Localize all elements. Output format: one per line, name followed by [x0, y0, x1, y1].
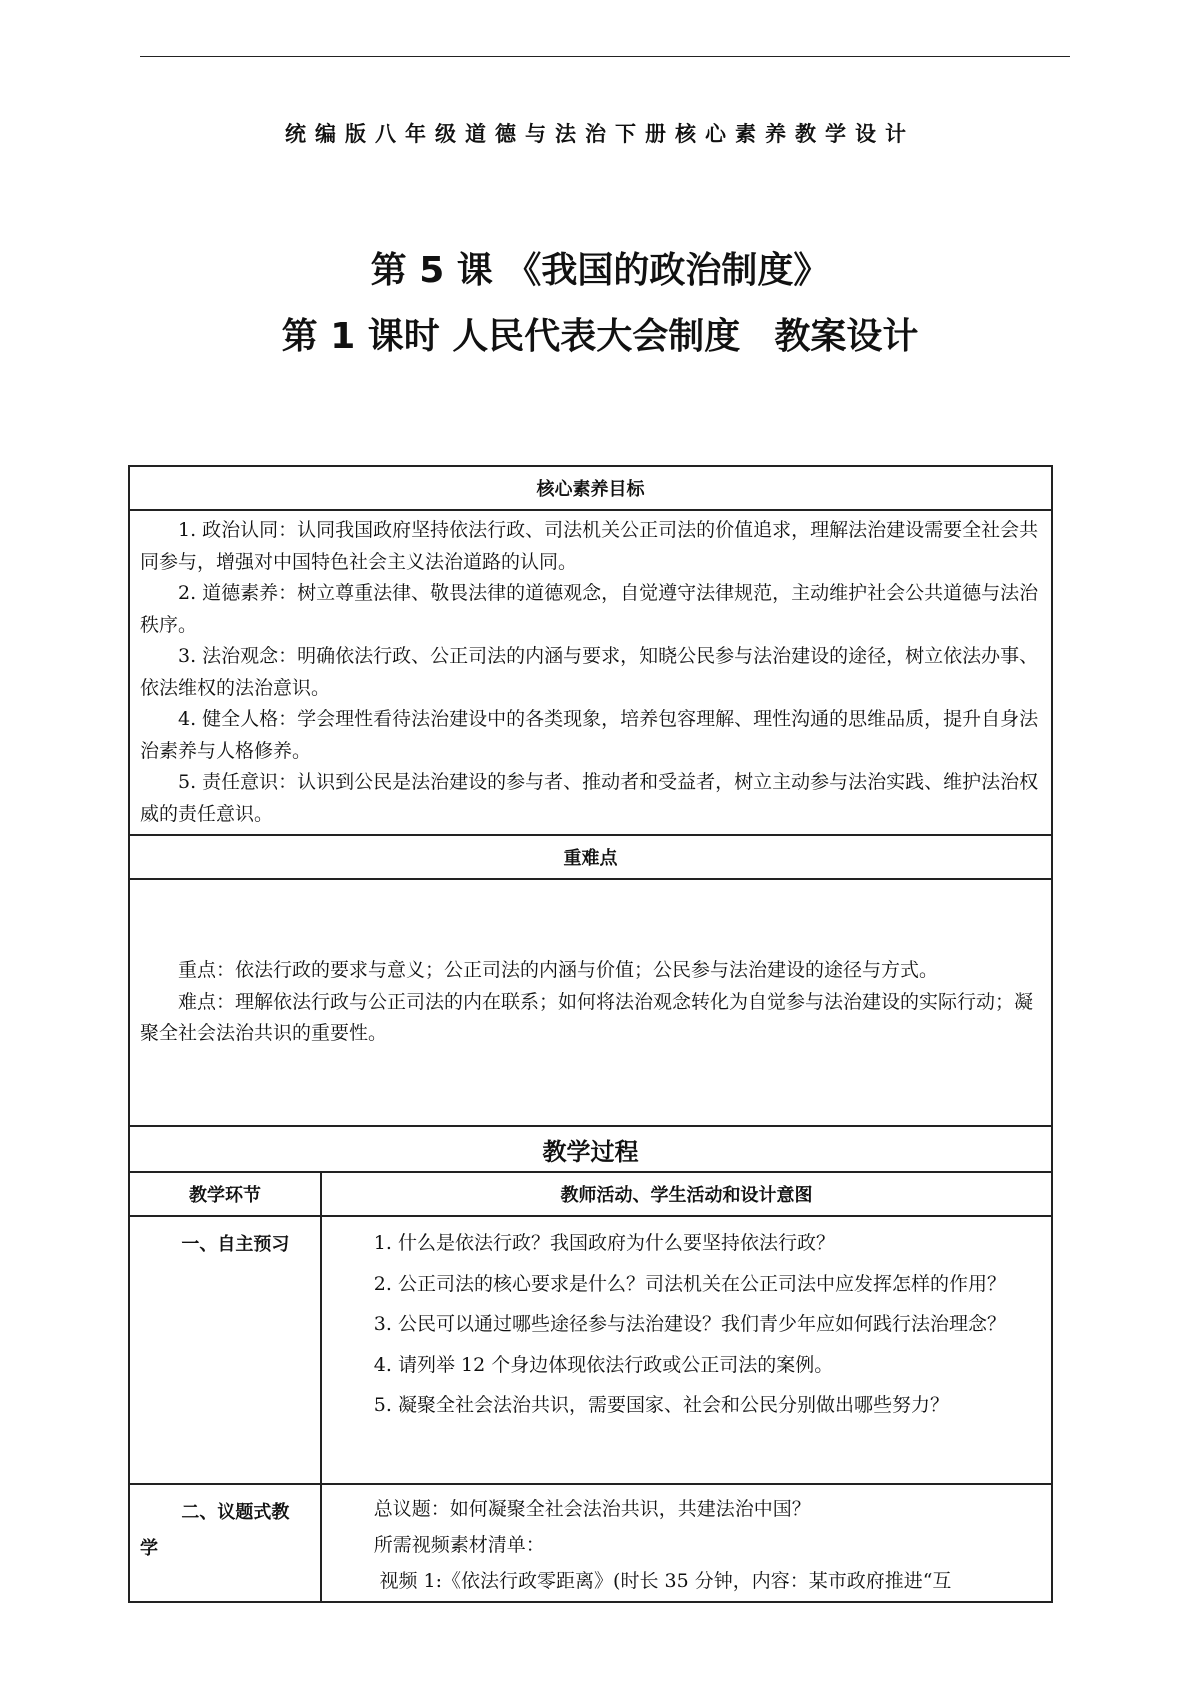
goals-body — [129, 510, 1052, 835]
difficulties-heading: 重难点 — [129, 835, 1052, 879]
difficult-points: 难点：理解依法行政与公正司法的内在联系；如何将法治观念转化为自觉参与法治建设的实际行动；凝聚全社会法治共识的重要性。 — [140, 990, 1034, 1045]
stage-label-text: 一、自主预习 — [181, 1234, 290, 1255]
stage-preview-content — [321, 1216, 1052, 1484]
header-rule — [140, 56, 1070, 57]
goal-item: 3. 法治观念：明确依法行政、公正司法的内涵与要求，知晓公民参与法治建设的途径，树立依法办事、依法维权的法治意识。 — [140, 645, 1039, 699]
video-list-heading: 所需视频素材清单： — [373, 1534, 545, 1556]
stage-issue-label — [129, 1484, 321, 1602]
stage-label-text: 二、议题式教 — [181, 1502, 290, 1523]
lesson-title: 第 5 课 《我国的政治制度》 — [370, 250, 830, 291]
preview-question: 5. 凝聚全社会法治共识，需要国家、社会和公民分别做出哪些努力？ — [373, 1394, 949, 1416]
series-title: 统编版八年级道德与法治下册核心素养教学设计 — [285, 122, 915, 146]
goals-heading: 核心素养目标 — [129, 466, 1052, 510]
difficulties-body — [129, 879, 1052, 1126]
subtitle-part-a: 第 1 课时 人民代表大会制度 — [281, 316, 741, 357]
preview-question: 2. 公正司法的核心要求是什么？司法机关在公正司法中应发挥怎样的作用？ — [373, 1272, 1006, 1295]
lesson-subtitle — [0, 308, 1200, 359]
goal-item: 4. 健全人格：学会理性看待法治建设中的各类现象，培养包容理解、理性沟通的思维品质，提升自身法治素养与人格修养。 — [140, 708, 1039, 762]
preview-question: 1. 什么是依法行政？我国政府为什么要坚持依法行政？ — [373, 1232, 835, 1254]
key-points: 重点：依法行政的要求与意义；公正司法的内涵与价值；公民参与法治建设的途径与方式。 — [178, 959, 939, 982]
stage-column-header: 教学环节 — [129, 1172, 321, 1216]
process-heading: 教学过程 — [129, 1126, 1052, 1172]
stage-label-text-cont: 学 — [140, 1538, 158, 1559]
issue-topic: 总议题：如何凝聚全社会法治共识，共建法治中国？ — [373, 1498, 811, 1520]
preview-question: 4. 请列举 12 个身边体现依法行政或公正司法的案例。 — [373, 1353, 834, 1376]
goal-item: 1. 政治认同：认同我国政府坚持依法行政、司法机关公正司法的价值追求，理解法治建设需要全社会共同参与，增强对中国特色社会主义法治道路的认同。 — [140, 519, 1039, 573]
video-item: 视频 1:《依法行政零距离》(时长 35 分钟，内容：某市政府推进“互 — [379, 1570, 952, 1592]
goal-item: 2. 道德素养：树立尊重法律、敬畏法律的道德观念，自觉遵守法律规范，主动维护社会公共道德与法治秩序。 — [140, 582, 1039, 636]
activity-column-header: 教师活动、学生活动和设计意图 — [321, 1172, 1052, 1216]
stage-issue-content — [321, 1484, 1052, 1602]
subtitle-part-b: 教案设计 — [774, 316, 919, 357]
goal-item: 5. 责任意识：认识到公民是法治建设的参与者、推动者和受益者，树立主动参与法治实践、维护法治权威的责任意识。 — [140, 771, 1039, 825]
stage-preview-label — [129, 1216, 321, 1484]
lesson-plan-table — [128, 465, 1053, 1603]
preview-question: 3. 公民可以通过哪些途径参与法治建设？我们青少年应如何践行法治理念？ — [373, 1313, 1006, 1335]
